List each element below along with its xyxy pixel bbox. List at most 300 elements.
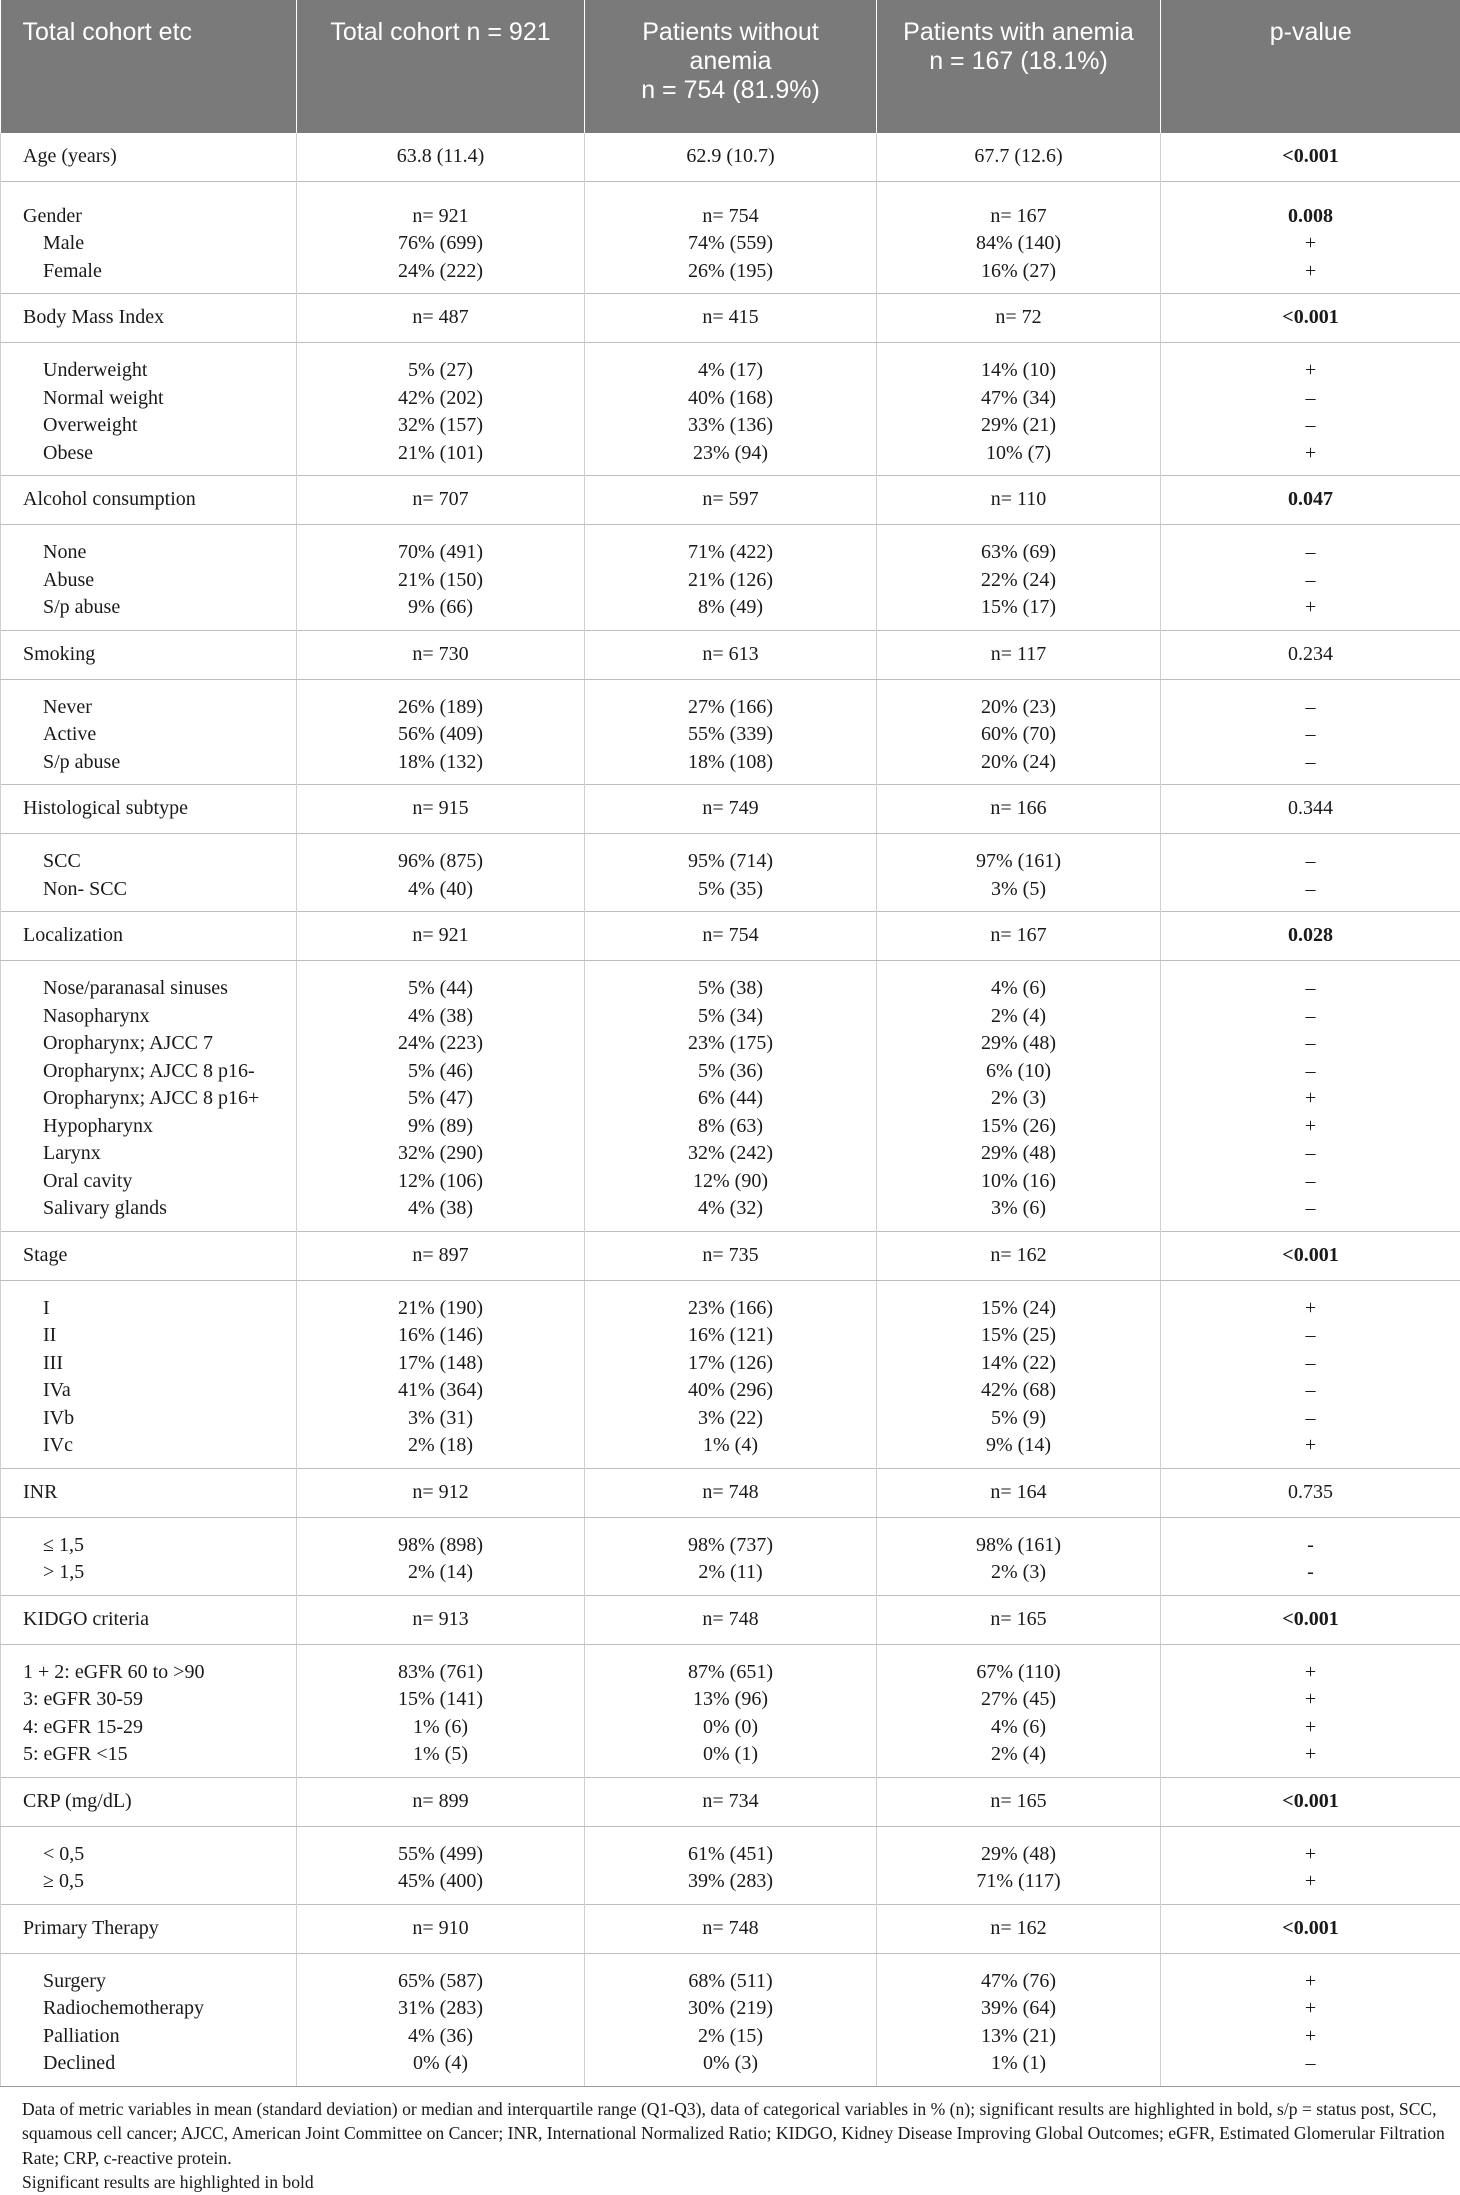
table-row	[1, 1953, 1460, 1995]
row-without-anemia-cell: 6% (44)	[585, 1085, 877, 1113]
section-with-anemia-cell: n= 162	[877, 1231, 1161, 1280]
section-header-row	[1, 476, 1460, 525]
row-without-anemia-cell: 8% (63)	[585, 1113, 877, 1141]
row-p-value-cell: +	[1161, 1995, 1460, 2023]
footnote-significance: Significant results are highlighted in bold	[22, 2170, 1454, 2195]
row-label-cell: I	[1, 1280, 297, 1322]
row-total-cell: 55% (499)	[297, 1826, 585, 1868]
row-total-cell: 31% (283)	[297, 1995, 585, 2023]
row-label-cell: S/p abuse	[1, 749, 297, 785]
row-with-anemia-cell: 42% (68)	[877, 1377, 1161, 1405]
row-p-value-cell: +	[1161, 343, 1460, 385]
table-row	[1, 343, 1460, 385]
section-without-anemia-cell: n= 754	[585, 182, 877, 231]
section-total-cell: n= 910	[297, 1904, 585, 1953]
table-row	[1, 1140, 1460, 1168]
row-with-anemia-cell: 20% (24)	[877, 749, 1161, 785]
section-without-anemia-cell: n= 734	[585, 1777, 877, 1826]
row-without-anemia-cell: 39% (283)	[585, 1868, 877, 1904]
section-p-value-cell: <0.001	[1161, 1904, 1460, 1953]
row-without-anemia-cell: 27% (166)	[585, 679, 877, 721]
header-without-anemia	[585, 0, 877, 133]
table-row	[1, 1995, 1460, 2023]
row-label-cell: II	[1, 1322, 297, 1350]
row-p-value-cell: –	[1161, 1003, 1460, 1031]
table-row	[1, 961, 1460, 1003]
section-without-anemia-cell: n= 748	[585, 1904, 877, 1953]
section-label-cell: Alcohol consumption	[1, 476, 297, 525]
row-without-anemia-cell: 71% (422)	[585, 525, 877, 567]
section-header-row	[1, 294, 1460, 343]
row-total-cell: 4% (38)	[297, 1195, 585, 1231]
row-total-cell: 5% (27)	[297, 343, 585, 385]
row-p-value-cell: +	[1161, 440, 1460, 476]
table-row	[1, 834, 1460, 876]
section-without-anemia-cell: n= 613	[585, 630, 877, 679]
section-total-cell: n= 913	[297, 1595, 585, 1644]
row-label-cell: III	[1, 1350, 297, 1378]
section-label-cell: Primary Therapy	[1, 1904, 297, 1953]
row-p-value-cell: –	[1161, 961, 1460, 1003]
row-total-cell: 21% (150)	[297, 567, 585, 595]
row-without-anemia-cell: 0% (1)	[585, 1741, 877, 1777]
row-with-anemia-cell: 2% (3)	[877, 1085, 1161, 1113]
row-label-cell: Female	[1, 258, 297, 294]
section-without-anemia-cell: n= 415	[585, 294, 877, 343]
row-p-value-cell: +	[1161, 230, 1460, 258]
row-p-value-cell: –	[1161, 1350, 1460, 1378]
row-total-cell: 65% (587)	[297, 1953, 585, 1995]
table-row	[1, 1517, 1460, 1559]
row-p-value-cell: –	[1161, 2050, 1460, 2086]
table-row	[1, 1195, 1460, 1231]
row-total-cell: 32% (157)	[297, 412, 585, 440]
row-label-cell: < 0,5	[1, 1826, 297, 1868]
row-without-anemia-cell: 74% (559)	[585, 230, 877, 258]
row-p-value-cell: +	[1161, 594, 1460, 630]
section-p-value-cell: <0.001	[1161, 1595, 1460, 1644]
row-label-cell: Hypopharynx	[1, 1113, 297, 1141]
row-label-cell: Palliation	[1, 2023, 297, 2051]
section-total-cell: 63.8 (11.4)	[297, 133, 585, 182]
row-p-value-cell: –	[1161, 1030, 1460, 1058]
footnote-abbreviations: Data of metric variables in mean (standard deviation) or median and interquartile range (Q1-Q3), data of categorical variables in % (n); significant results are highlighted in bold, s/p = status post, SCC, squamous cell cancer; AJCC, American Joint Committee on Cancer; INR, International Normalized Ratio; KIDGO, Kidney Disease Improving Global Outcomes; eGFR, Estimated Glomerular Filtration Rate; CRP, c-reactive protein.	[22, 2097, 1454, 2171]
row-label-cell: Nasopharynx	[1, 1003, 297, 1031]
section-with-anemia-cell: n= 72	[877, 294, 1161, 343]
row-p-value-cell: –	[1161, 525, 1460, 567]
section-header-row	[1, 182, 1460, 231]
row-with-anemia-cell: 29% (48)	[877, 1140, 1161, 1168]
row-p-value-cell: +	[1161, 258, 1460, 294]
table-row	[1, 594, 1460, 630]
row-without-anemia-cell: 87% (651)	[585, 1644, 877, 1686]
table-row	[1, 1030, 1460, 1058]
section-total-cell: n= 921	[297, 912, 585, 961]
section-header-row	[1, 630, 1460, 679]
row-total-cell: 96% (875)	[297, 834, 585, 876]
row-total-cell: 24% (222)	[297, 258, 585, 294]
row-with-anemia-cell: 5% (9)	[877, 1405, 1161, 1433]
row-with-anemia-cell: 3% (5)	[877, 876, 1161, 912]
section-total-cell: n= 912	[297, 1468, 585, 1517]
table-row	[1, 749, 1460, 785]
header-p-value: p-value	[1161, 0, 1460, 133]
row-with-anemia-cell: 27% (45)	[877, 1686, 1161, 1714]
row-p-value-cell: +	[1161, 1714, 1460, 1742]
section-p-value-cell: 0.234	[1161, 630, 1460, 679]
row-label-cell: Oral cavity	[1, 1168, 297, 1196]
row-p-value-cell: –	[1161, 567, 1460, 595]
table-header	[1, 0, 1460, 133]
row-without-anemia-cell: 5% (34)	[585, 1003, 877, 1031]
row-with-anemia-cell: 6% (10)	[877, 1058, 1161, 1086]
row-p-value-cell: +	[1161, 1432, 1460, 1468]
section-label-cell: INR	[1, 1468, 297, 1517]
row-without-anemia-cell: 17% (126)	[585, 1350, 877, 1378]
row-total-cell: 32% (290)	[297, 1140, 585, 1168]
section-without-anemia-cell: n= 754	[585, 912, 877, 961]
row-without-anemia-cell: 0% (3)	[585, 2050, 877, 2086]
table-row	[1, 1322, 1460, 1350]
row-total-cell: 24% (223)	[297, 1030, 585, 1058]
table-row	[1, 1559, 1460, 1595]
table-row	[1, 385, 1460, 413]
row-label-cell: Radiochemotherapy	[1, 1995, 297, 2023]
section-p-value-cell: <0.001	[1161, 133, 1460, 182]
section-header-row	[1, 1231, 1460, 1280]
table-row	[1, 1168, 1460, 1196]
row-without-anemia-cell: 2% (11)	[585, 1559, 877, 1595]
section-total-cell: n= 915	[297, 785, 585, 834]
row-p-value-cell: –	[1161, 1140, 1460, 1168]
table-row	[1, 2023, 1460, 2051]
row-with-anemia-cell: 4% (6)	[877, 961, 1161, 1003]
row-label-cell: Salivary glands	[1, 1195, 297, 1231]
row-without-anemia-cell: 4% (17)	[585, 343, 877, 385]
table-row	[1, 1714, 1460, 1742]
row-label-cell: Male	[1, 230, 297, 258]
row-p-value-cell: –	[1161, 385, 1460, 413]
row-p-value-cell: –	[1161, 412, 1460, 440]
header-with-anemia-line2: n = 167 (18.1%)	[929, 47, 1108, 75]
row-p-value-cell: -	[1161, 1559, 1460, 1595]
table-row	[1, 1058, 1460, 1086]
table-row	[1, 876, 1460, 912]
row-total-cell: 70% (491)	[297, 525, 585, 567]
row-p-value-cell: +	[1161, 1826, 1460, 1868]
row-with-anemia-cell: 16% (27)	[877, 258, 1161, 294]
row-with-anemia-cell: 84% (140)	[877, 230, 1161, 258]
section-label-cell: KIDGO criteria	[1, 1595, 297, 1644]
row-total-cell: 1% (6)	[297, 1714, 585, 1742]
row-total-cell: 2% (18)	[297, 1432, 585, 1468]
row-with-anemia-cell: 14% (10)	[877, 343, 1161, 385]
row-without-anemia-cell: 18% (108)	[585, 749, 877, 785]
header-variable: Total cohort etc	[1, 0, 297, 133]
row-p-value-cell: +	[1161, 2023, 1460, 2051]
row-total-cell: 21% (190)	[297, 1280, 585, 1322]
row-without-anemia-cell: 55% (339)	[585, 721, 877, 749]
row-with-anemia-cell: 63% (69)	[877, 525, 1161, 567]
row-p-value-cell: –	[1161, 834, 1460, 876]
row-label-cell: Underweight	[1, 343, 297, 385]
row-with-anemia-cell: 29% (48)	[877, 1826, 1161, 1868]
section-without-anemia-cell: n= 597	[585, 476, 877, 525]
row-p-value-cell: +	[1161, 1741, 1460, 1777]
table-footnote	[0, 2087, 1460, 2195]
table-row	[1, 1377, 1460, 1405]
row-label-cell: Abuse	[1, 567, 297, 595]
row-total-cell: 5% (44)	[297, 961, 585, 1003]
section-with-anemia-cell: n= 164	[877, 1468, 1161, 1517]
row-with-anemia-cell: 2% (4)	[877, 1741, 1161, 1777]
row-p-value-cell: –	[1161, 1322, 1460, 1350]
section-label-cell: CRP (mg/dL)	[1, 1777, 297, 1826]
header-without-anemia-line3: n = 754 (81.9%)	[641, 76, 820, 104]
row-label-cell: ≤ 1,5	[1, 1517, 297, 1559]
table-row	[1, 1826, 1460, 1868]
row-with-anemia-cell: 98% (161)	[877, 1517, 1161, 1559]
section-total-cell: n= 897	[297, 1231, 585, 1280]
row-with-anemia-cell: 9% (14)	[877, 1432, 1161, 1468]
row-without-anemia-cell: 23% (166)	[585, 1280, 877, 1322]
row-with-anemia-cell: 15% (24)	[877, 1280, 1161, 1322]
table-row	[1, 1003, 1460, 1031]
row-label-cell: Overweight	[1, 412, 297, 440]
row-without-anemia-cell: 5% (36)	[585, 1058, 877, 1086]
row-total-cell: 0% (4)	[297, 2050, 585, 2086]
row-label-cell: S/p abuse	[1, 594, 297, 630]
row-p-value-cell: –	[1161, 1058, 1460, 1086]
row-without-anemia-cell: 5% (35)	[585, 876, 877, 912]
row-total-cell: 3% (31)	[297, 1405, 585, 1433]
row-total-cell: 9% (89)	[297, 1113, 585, 1141]
section-header-row	[1, 912, 1460, 961]
section-p-value-cell: 0.028	[1161, 912, 1460, 961]
section-total-cell: n= 707	[297, 476, 585, 525]
row-without-anemia-cell: 1% (4)	[585, 1432, 877, 1468]
section-label-cell: Body Mass Index	[1, 294, 297, 343]
table-row	[1, 230, 1460, 258]
row-without-anemia-cell: 5% (38)	[585, 961, 877, 1003]
row-without-anemia-cell: 23% (175)	[585, 1030, 877, 1058]
section-total-cell: n= 921	[297, 182, 585, 231]
row-without-anemia-cell: 13% (96)	[585, 1686, 877, 1714]
row-with-anemia-cell: 15% (17)	[877, 594, 1161, 630]
row-with-anemia-cell: 14% (22)	[877, 1350, 1161, 1378]
row-p-value-cell: –	[1161, 1168, 1460, 1196]
row-total-cell: 5% (47)	[297, 1085, 585, 1113]
row-total-cell: 26% (189)	[297, 679, 585, 721]
row-without-anemia-cell: 4% (32)	[585, 1195, 877, 1231]
row-with-anemia-cell: 29% (21)	[877, 412, 1161, 440]
row-with-anemia-cell: 13% (21)	[877, 2023, 1161, 2051]
row-with-anemia-cell: 4% (6)	[877, 1714, 1161, 1742]
section-header-row	[1, 1904, 1460, 1953]
row-total-cell: 16% (146)	[297, 1322, 585, 1350]
section-label-cell: Localization	[1, 912, 297, 961]
row-label-cell: 3: eGFR 30-59	[1, 1686, 297, 1714]
row-total-cell: 5% (46)	[297, 1058, 585, 1086]
row-p-value-cell: +	[1161, 1085, 1460, 1113]
row-with-anemia-cell: 47% (76)	[877, 1953, 1161, 1995]
row-label-cell: 1 + 2: eGFR 60 to >90	[1, 1644, 297, 1686]
row-p-value-cell: +	[1161, 1868, 1460, 1904]
section-total-cell: n= 899	[297, 1777, 585, 1826]
row-with-anemia-cell: 67% (110)	[877, 1644, 1161, 1686]
section-header-row	[1, 1468, 1460, 1517]
header-with-anemia	[877, 0, 1161, 133]
table-row	[1, 567, 1460, 595]
section-without-anemia-cell: n= 748	[585, 1468, 877, 1517]
row-without-anemia-cell: 33% (136)	[585, 412, 877, 440]
table-row	[1, 1113, 1460, 1141]
section-with-anemia-cell: n= 167	[877, 182, 1161, 231]
row-with-anemia-cell: 29% (48)	[877, 1030, 1161, 1058]
section-without-anemia-cell: 62.9 (10.7)	[585, 133, 877, 182]
row-without-anemia-cell: 23% (94)	[585, 440, 877, 476]
row-with-anemia-cell: 97% (161)	[877, 834, 1161, 876]
section-label-cell: Smoking	[1, 630, 297, 679]
row-total-cell: 76% (699)	[297, 230, 585, 258]
section-p-value-cell: <0.001	[1161, 1231, 1460, 1280]
row-p-value-cell: –	[1161, 1405, 1460, 1433]
section-label-cell: Stage	[1, 1231, 297, 1280]
row-p-value-cell: +	[1161, 1953, 1460, 1995]
section-header-row	[1, 1777, 1460, 1826]
table-row	[1, 525, 1460, 567]
section-with-anemia-cell: n= 165	[877, 1777, 1161, 1826]
row-label-cell: Never	[1, 679, 297, 721]
table-row	[1, 1686, 1460, 1714]
table-row	[1, 1741, 1460, 1777]
section-header-row	[1, 133, 1460, 182]
section-label-cell: Age (years)	[1, 133, 297, 182]
row-label-cell: Obese	[1, 440, 297, 476]
table-row	[1, 721, 1460, 749]
row-p-value-cell: +	[1161, 1280, 1460, 1322]
table-row	[1, 2050, 1460, 2086]
section-label-cell: Gender	[1, 182, 297, 231]
row-label-cell: 4: eGFR 15-29	[1, 1714, 297, 1742]
section-p-value-cell: 0.344	[1161, 785, 1460, 834]
row-without-anemia-cell: 40% (168)	[585, 385, 877, 413]
row-p-value-cell: +	[1161, 1113, 1460, 1141]
row-label-cell: Active	[1, 721, 297, 749]
table-row	[1, 1280, 1460, 1322]
row-with-anemia-cell: 10% (16)	[877, 1168, 1161, 1196]
row-label-cell: IVb	[1, 1405, 297, 1433]
section-label-cell: Histological subtype	[1, 785, 297, 834]
row-total-cell: 45% (400)	[297, 1868, 585, 1904]
row-with-anemia-cell: 2% (4)	[877, 1003, 1161, 1031]
row-total-cell: 4% (38)	[297, 1003, 585, 1031]
section-without-anemia-cell: n= 749	[585, 785, 877, 834]
row-without-anemia-cell: 95% (714)	[585, 834, 877, 876]
row-with-anemia-cell: 2% (3)	[877, 1559, 1161, 1595]
row-label-cell: Oropharynx; AJCC 7	[1, 1030, 297, 1058]
row-label-cell: Surgery	[1, 1953, 297, 1995]
table-body	[1, 133, 1460, 2086]
row-label-cell: SCC	[1, 834, 297, 876]
header-with-anemia-line1: Patients with anemia	[903, 18, 1134, 46]
section-with-anemia-cell: n= 166	[877, 785, 1161, 834]
row-label-cell: 5: eGFR <15	[1, 1741, 297, 1777]
section-total-cell: n= 487	[297, 294, 585, 343]
section-without-anemia-cell: n= 735	[585, 1231, 877, 1280]
row-without-anemia-cell: 0% (0)	[585, 1714, 877, 1742]
row-p-value-cell: -	[1161, 1517, 1460, 1559]
row-label-cell: ≥ 0,5	[1, 1868, 297, 1904]
row-label-cell: Normal weight	[1, 385, 297, 413]
table-row	[1, 1405, 1460, 1433]
row-total-cell: 1% (5)	[297, 1741, 585, 1777]
row-p-value-cell: –	[1161, 721, 1460, 749]
table-row	[1, 1644, 1460, 1686]
row-without-anemia-cell: 12% (90)	[585, 1168, 877, 1196]
header-without-anemia-line2: anemia	[690, 47, 772, 75]
row-without-anemia-cell: 16% (121)	[585, 1322, 877, 1350]
row-with-anemia-cell: 71% (117)	[877, 1868, 1161, 1904]
section-p-value-cell: <0.001	[1161, 1777, 1460, 1826]
row-with-anemia-cell: 60% (70)	[877, 721, 1161, 749]
section-with-anemia-cell: 67.7 (12.6)	[877, 133, 1161, 182]
row-total-cell: 12% (106)	[297, 1168, 585, 1196]
row-total-cell: 42% (202)	[297, 385, 585, 413]
table-row	[1, 440, 1460, 476]
section-with-anemia-cell: n= 167	[877, 912, 1161, 961]
table-row	[1, 412, 1460, 440]
row-label-cell: Oropharynx; AJCC 8 p16+	[1, 1085, 297, 1113]
row-with-anemia-cell: 1% (1)	[877, 2050, 1161, 2086]
row-label-cell: Declined	[1, 2050, 297, 2086]
section-header-row	[1, 1595, 1460, 1644]
row-total-cell: 21% (101)	[297, 440, 585, 476]
row-total-cell: 18% (132)	[297, 749, 585, 785]
row-total-cell: 17% (148)	[297, 1350, 585, 1378]
table-row	[1, 679, 1460, 721]
section-p-value-cell: 0.735	[1161, 1468, 1460, 1517]
row-without-anemia-cell: 8% (49)	[585, 594, 877, 630]
row-with-anemia-cell: 39% (64)	[877, 1995, 1161, 2023]
section-with-anemia-cell: n= 117	[877, 630, 1161, 679]
row-without-anemia-cell: 68% (511)	[585, 1953, 877, 1995]
row-without-anemia-cell: 61% (451)	[585, 1826, 877, 1868]
row-without-anemia-cell: 40% (296)	[585, 1377, 877, 1405]
row-total-cell: 4% (40)	[297, 876, 585, 912]
header-without-anemia-line1: Patients without	[642, 18, 819, 46]
row-total-cell: 9% (66)	[297, 594, 585, 630]
row-label-cell: Oropharynx; AJCC 8 p16-	[1, 1058, 297, 1086]
row-without-anemia-cell: 30% (219)	[585, 1995, 877, 2023]
row-label-cell: Nose/paranasal sinuses	[1, 961, 297, 1003]
row-p-value-cell: –	[1161, 876, 1460, 912]
table-row	[1, 1432, 1460, 1468]
row-label-cell: IVc	[1, 1432, 297, 1468]
row-label-cell: Non- SCC	[1, 876, 297, 912]
row-without-anemia-cell: 26% (195)	[585, 258, 877, 294]
row-label-cell: Larynx	[1, 1140, 297, 1168]
section-with-anemia-cell: n= 165	[877, 1595, 1161, 1644]
section-header-row	[1, 785, 1460, 834]
row-label-cell: IVa	[1, 1377, 297, 1405]
row-label-cell: None	[1, 525, 297, 567]
row-p-value-cell: –	[1161, 1377, 1460, 1405]
row-without-anemia-cell: 3% (22)	[585, 1405, 877, 1433]
row-with-anemia-cell: 20% (23)	[877, 679, 1161, 721]
section-p-value-cell: <0.001	[1161, 294, 1460, 343]
table-row	[1, 258, 1460, 294]
